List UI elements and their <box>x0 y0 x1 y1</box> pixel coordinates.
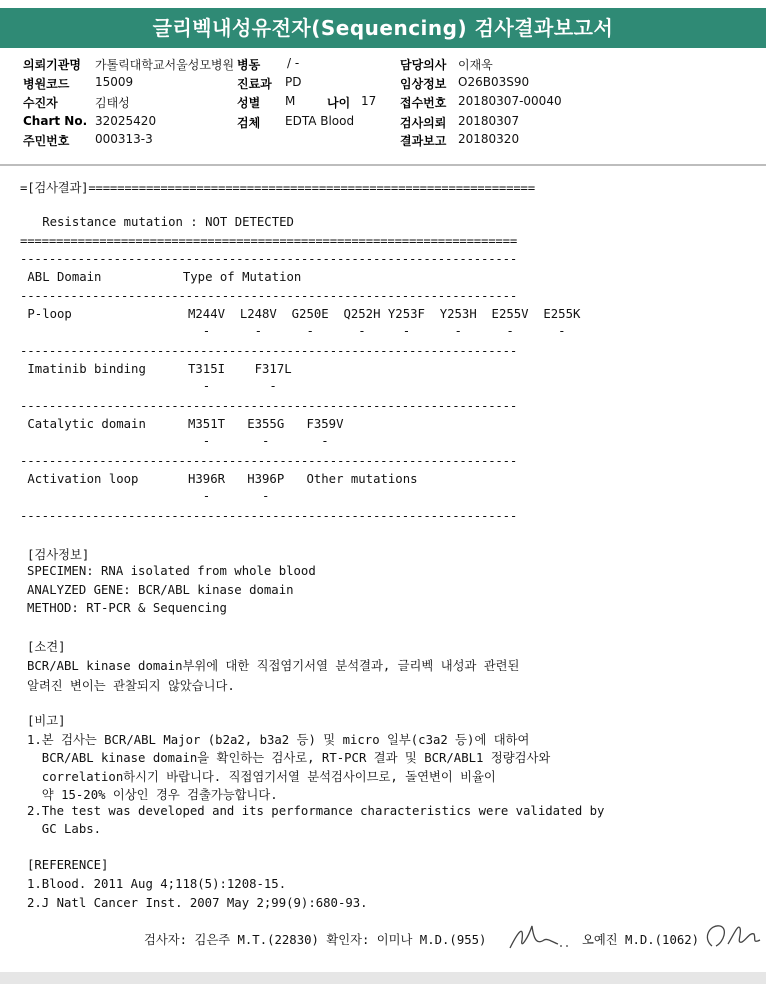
age-label: 나이 <box>327 96 351 110</box>
info-section-title: [검사정보] <box>27 548 90 562</box>
rule-catalytic: --------------------------------------------------------------------- <box>20 454 518 468</box>
remark-line-1c: correlation하시기 바랍니다. 직접염기서열 분석검사이므로, 돌연변이 비율이 <box>27 770 496 784</box>
reference-1: 1.Blood. 2011 Aug 4;118(5):1208-15. <box>27 877 287 891</box>
resident-no-value: 000313-3 <box>95 132 153 146</box>
physician-value: 이재욱 <box>458 58 493 72</box>
opinion-section-title: [소견] <box>27 640 66 654</box>
activation-mutations: H396R H396P Other mutations <box>188 472 418 486</box>
opinion-line-1: BCR/ABL kinase domain부위에 대한 직접염기서열 분석결과, 글리벡 내성과 관련된 <box>27 659 520 673</box>
double-rule: ===================================================================== <box>20 234 518 248</box>
ward-value: / - <box>287 56 300 70</box>
reference-2: 2.J Natl Cancer Inst. 2007 May 2;99(9):680-93. <box>27 896 368 910</box>
signature-2-image <box>702 918 762 954</box>
receipt-no-label: 접수번호 <box>400 96 447 110</box>
domain-activation-loop: Activation loop <box>20 472 139 486</box>
domain-imatinib-binding: Imatinib binding <box>20 362 146 376</box>
domain-ploop: P-loop <box>20 307 72 321</box>
specimen-label: 검체 <box>237 116 261 130</box>
clinical-info-label: 임상정보 <box>400 77 447 91</box>
ploop-results: - - - - - - - - <box>188 324 566 338</box>
imatinib-mutations: T315I F317L <box>188 362 292 376</box>
sex-label: 성별 <box>237 96 261 110</box>
clinical-info-value: O26B03S90 <box>458 75 530 89</box>
remark-line-1b: BCR/ABL kinase domain을 확인하는 검사로, RT-PCR 결과 및 BCR/ABL1 정량검사와 <box>27 751 551 765</box>
receipt-no-value: 20180307-00040 <box>458 94 562 108</box>
domain-catalytic: Catalytic domain <box>20 417 146 431</box>
remark-line-2b: GC Labs. <box>27 822 102 836</box>
header-divider <box>0 164 766 166</box>
remark-line-1a: 1.본 검사는 BCR/ABL Major (b2a2, b3a2 등) 및 micro 일부(c3a2 등)에 대하여 <box>27 733 530 747</box>
resistance-summary: Resistance mutation : NOT DETECTED <box>20 215 294 229</box>
signature-line: 검사자: 김은주 M.T.(22830) 확인자: 이미나 M.D.(955) <box>144 933 487 947</box>
request-date-value: 20180307 <box>458 114 520 128</box>
activation-results: - - <box>188 489 270 503</box>
chart-no-label: Chart No. <box>23 114 88 128</box>
specimen-value: EDTA Blood <box>285 114 355 128</box>
patient-value: 김태성 <box>95 96 130 110</box>
opinion-line-2: 알려진 변이는 관찰되지 않았습니다. <box>27 679 235 693</box>
department-value: PD <box>285 75 302 89</box>
hospital-code-label: 병원코드 <box>23 77 70 91</box>
age-value: 17 <box>361 94 377 108</box>
remark-line-2a: 2.The test was developed and its performance characteristics were validated by <box>27 804 605 818</box>
ward-label: 병동 <box>237 58 261 72</box>
rule-header: --------------------------------------------------------------------- <box>20 289 518 303</box>
bottom-bar <box>0 972 766 984</box>
institution-value: 가톨릭대학교서울성모병원 <box>95 58 235 72</box>
report-date-value: 20180320 <box>458 132 520 146</box>
institution-label: 의뢰기관명 <box>23 58 81 72</box>
ploop-mutations: M244V L248V G250E Q252H Y253F Y253H E255V E255K <box>188 307 581 321</box>
rule-ploop: --------------------------------------------------------------------- <box>20 344 518 358</box>
remark-section-title: [비고] <box>27 714 66 728</box>
title-bar <box>0 0 766 48</box>
analyzed-gene-line: ANALYZED GENE: BCR/ABL kinase domain <box>27 583 294 597</box>
request-date-label: 검사의뢰 <box>400 116 447 130</box>
remark-line-1d: 약 15-20% 이상인 경우 검출가능합니다. <box>27 788 278 802</box>
reference-section-title: [REFERENCE] <box>27 858 109 872</box>
specimen-line: SPECIMEN: RNA isolated from whole blood <box>27 564 316 578</box>
sex-value: M <box>285 94 296 108</box>
catalytic-results: - - - <box>188 434 329 448</box>
result-header-line: =[검사결과]============================================================== <box>20 181 535 195</box>
signature-2-text: 오예진 M.D.(1062) <box>582 933 700 947</box>
rule-bottom: --------------------------------------------------------------------- <box>20 509 518 523</box>
department-label: 진료과 <box>237 77 272 91</box>
catalytic-mutations: M351T E355G F359V <box>188 417 344 431</box>
rule-imatinib: --------------------------------------------------------------------- <box>20 399 518 413</box>
signature-1-image <box>504 918 574 954</box>
resident-no-label: 주민번호 <box>23 134 70 148</box>
imatinib-results: - - <box>188 379 277 393</box>
physician-label: 담당의사 <box>400 58 447 72</box>
method-line: METHOD: RT-PCR & Sequencing <box>27 601 227 615</box>
patient-label: 수진자 <box>23 96 58 110</box>
report-title: 글리벡내성유전자(Sequencing) 검사결과보고서 <box>0 8 766 48</box>
report-date-label: 결과보고 <box>400 134 447 148</box>
chart-no-value: 32025420 <box>95 114 157 128</box>
hospital-code-value: 15009 <box>95 75 134 89</box>
table-header: ABL Domain Type of Mutation <box>20 270 302 284</box>
rule-top: --------------------------------------------------------------------- <box>20 252 518 266</box>
